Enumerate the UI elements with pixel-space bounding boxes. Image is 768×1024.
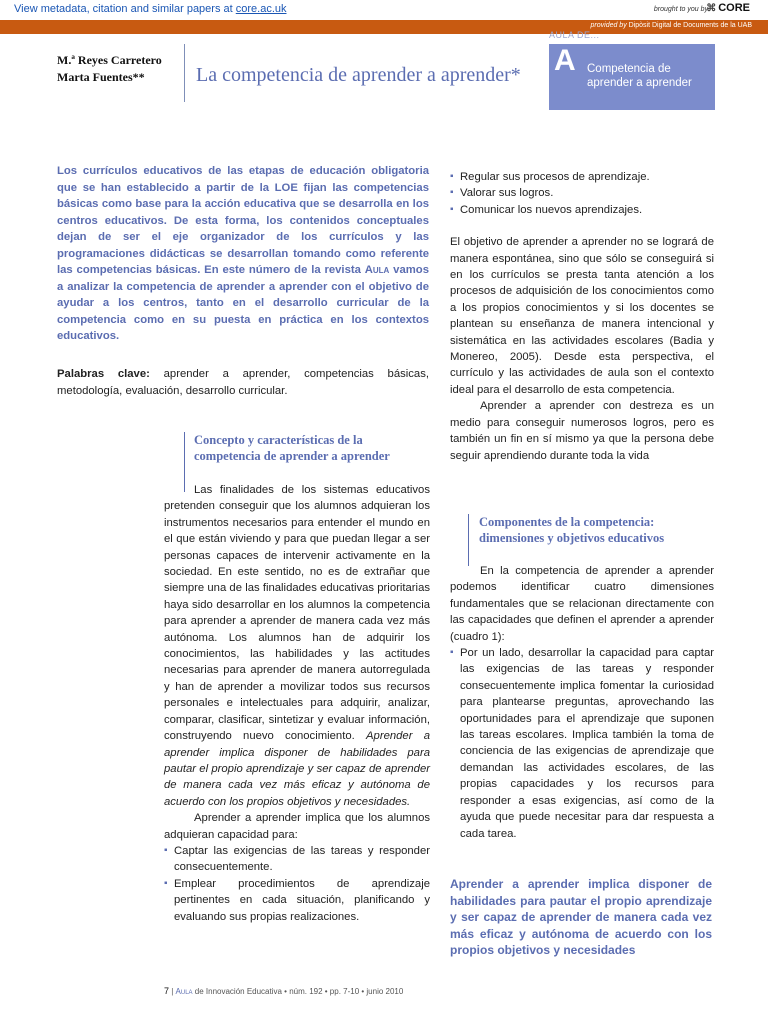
footer-aula: Aula xyxy=(175,987,193,996)
section-letter: A xyxy=(554,44,576,77)
bullet-icon: ▪ xyxy=(450,203,454,215)
section-2-paragraph-1: En la competencia de aprender a aprender podemos identificar cuatro dimensiones fundamentales que se relacionan directamente con las capacidades que definen el aprender a aprender (cuadro 1): xyxy=(450,565,714,643)
section-2-body xyxy=(450,563,714,842)
keywords-text: aprender a aprender, competencias básicas, metodología, evaluación, desarrollo curricular. xyxy=(57,368,429,397)
section-1-list xyxy=(164,843,430,925)
section-2-list xyxy=(450,645,714,842)
keywords xyxy=(57,366,429,399)
section-box-line-2: aprender a aprender xyxy=(587,77,692,89)
abstract xyxy=(57,163,429,345)
abstract-part-1: Los currículos educativos de las etapas de educación obligatoria que se han establecido a partir de la LOE fijan las competencias básicas como base para la acción educativa que se desarrolla en los centros educativos. De esta forma, los contenidos conceptuales dejan de ser el eje organizador de los currículos y las programaciones didácticas se desarrollan tomando como referente las competencias básicas. En este número de la revista xyxy=(57,165,429,276)
section-1-heading: Concepto y características de la competencia de aprender a aprender xyxy=(194,433,390,463)
section-1-paragraph-1 xyxy=(164,482,430,810)
list-item: ▪ Captar las exigencias de las tareas y responder consecuentemente. xyxy=(164,844,430,874)
list-item: ▪ Regular sus procesos de aprendizaje. xyxy=(450,169,714,185)
section-box xyxy=(549,44,715,110)
section-box-text xyxy=(587,62,692,90)
footer-citation: de Innovación Educativa • núm. 192 • pp. 7-10 • junio 2010 xyxy=(192,987,404,996)
article-title: La competencia de aprender a aprender* xyxy=(196,64,521,86)
keywords-label: Palabras clave: xyxy=(57,368,150,380)
core-logo-icon: ⌘ xyxy=(706,3,717,14)
author-1: M.ª Reyes Carretero xyxy=(57,53,162,67)
section-1-paragraph-2: Aprender a aprender implica que los alumnos adquieran capacidad para: xyxy=(164,812,430,841)
section-box-line-1: Competencia de xyxy=(587,63,671,75)
provider-text xyxy=(591,22,752,29)
page-footer: 7 | Aula de Innovación Educativa • núm. 192 • pp. 7-10 • junio 2010 xyxy=(164,986,404,996)
section-tag: AULA DE... xyxy=(549,30,600,40)
core-link[interactable]: core.ac.uk xyxy=(235,3,287,15)
core-logo-text: CORE xyxy=(718,2,750,14)
section-1-body xyxy=(164,482,430,925)
metadata-link-line xyxy=(14,3,287,15)
abstract-part-2: vamos a analizar la competencia de aprender a aprender con el objetivo de ayudar a los centros, tanto en el desarrollo curricular de la competencia como en su puesta en práctica en los contextos educativos. xyxy=(57,264,429,342)
list-item: ▪ Emplear procedimientos de aprendizaje pertinentes en cada situación, planificando y evaluando sus propias realizaciones. xyxy=(164,877,430,923)
provider-bar xyxy=(0,20,768,34)
author-2: Marta Fuentes** xyxy=(57,70,145,84)
section-2-heading: Componentes de la competencia: dimensiones y objetivos educativos xyxy=(479,515,665,545)
page-number: 7 xyxy=(164,986,170,996)
section-1-p1-text: Las finalidades de los sistemas educativos pretenden conseguir que los alumnos adquieran los instrumentos necesarios para entender el mundo en el que están viviendo y para que puedan llegar a ser personas capaces de intervenir activamente en la sociedad. En este sentido, no es de extrañar que siempre una de las finalidades educativas prioritarias haya sido desarrollar en los alumnos la competencia para aprender a aprender de manera cada vez más autónoma. Los alumnos han de adquirir los conocimientos, las habilidades y las actitudes necesarias para aprender de manera autorregulada y han de aprender a movilizar todos sus recursos personales e intelectuales para adquirir, analizar, comparar, clasificar, sintetizar y evaluar información, construyendo nuevo conocimiento. xyxy=(164,484,430,743)
bullet-icon: ▪ xyxy=(450,647,454,659)
abstract-aula: Aula xyxy=(364,264,390,276)
right-column-paragraph-1: El objetivo de aprender a aprender no se logrará de manera espontánea, sino que sólo se conseguirá si en los currículos se presta tanta atención a los procesos de adquisición de los conocimientos como a los propios conocimientos y si los docentes se plantean su enseñanza de manera intencional y sistemática en las actividades escolares (Badia y Monereo, 2005). Desde esta perspectiva, el currículo y las actividades de aula son el contexto ideal para el desarrollo de esta competencia. xyxy=(450,236,714,396)
authors xyxy=(57,52,162,86)
bullet-icon: ▪ xyxy=(450,171,454,182)
metadata-text: View metadata, citation and similar papers at xyxy=(14,3,236,15)
bullet-icon: ▪ xyxy=(164,877,168,889)
provided-by-label: provided by xyxy=(590,22,627,29)
brought-by-text: brought to you by xyxy=(653,6,708,13)
bullet-icon: ▪ xyxy=(450,187,454,199)
provider-name: Dipòsit Digital de Documents de la UAB xyxy=(626,22,752,29)
section-1-p1-emphasis: Aprender a aprender implica disponer de habilidades para pautar el propio aprendizaje y ser capaz de aprender de manera cada vez más eficaz y autónoma de acuerdo con los propios objetivos y necesidades. xyxy=(164,730,430,808)
pull-quote: Aprender a aprender implica disponer de habilidades para pautar el propio aprendizaje y ser capaz de aprender de manera cada vez más eficaz y autónoma de acuerdo con los propios objetivos y necesidades xyxy=(450,877,712,957)
list-item: ▪ Comunicar los nuevos aprendizajes. xyxy=(450,202,714,218)
right-column-paragraph-2: Aprender a aprender con destreza es un medio para conseguir numerosos logros, pero es también un fin en sí mismo ya que la persona debe seguir aprendiendo durante toda la vida xyxy=(450,400,714,462)
core-logo[interactable] xyxy=(706,2,750,14)
list-item: ▪ Valorar sus logros. xyxy=(450,185,714,201)
core-banner xyxy=(0,0,768,21)
right-column-list xyxy=(450,169,714,218)
list-item: ▪ Por un lado, desarrollar la capacidad para captar las exigencias de las tareas y responder consecuentemente implica fomentar la curiosidad para plantearse preguntas, aprovechando las oportunidades para el aprendizaje que suponen las tareas escolares. Implica también la toma de conciencia de las exigencias de aprendizaje que demandan las actividades escolares, de las propias capacidades y los recursos para responder a esas exigencias, así como de la ayuda que puede necesitar para dar respuesta a cada tarea. xyxy=(450,647,714,840)
header-divider xyxy=(184,44,185,102)
bullet-icon: ▪ xyxy=(164,844,168,856)
section-2-rule xyxy=(468,514,469,566)
right-column-body xyxy=(450,169,714,464)
